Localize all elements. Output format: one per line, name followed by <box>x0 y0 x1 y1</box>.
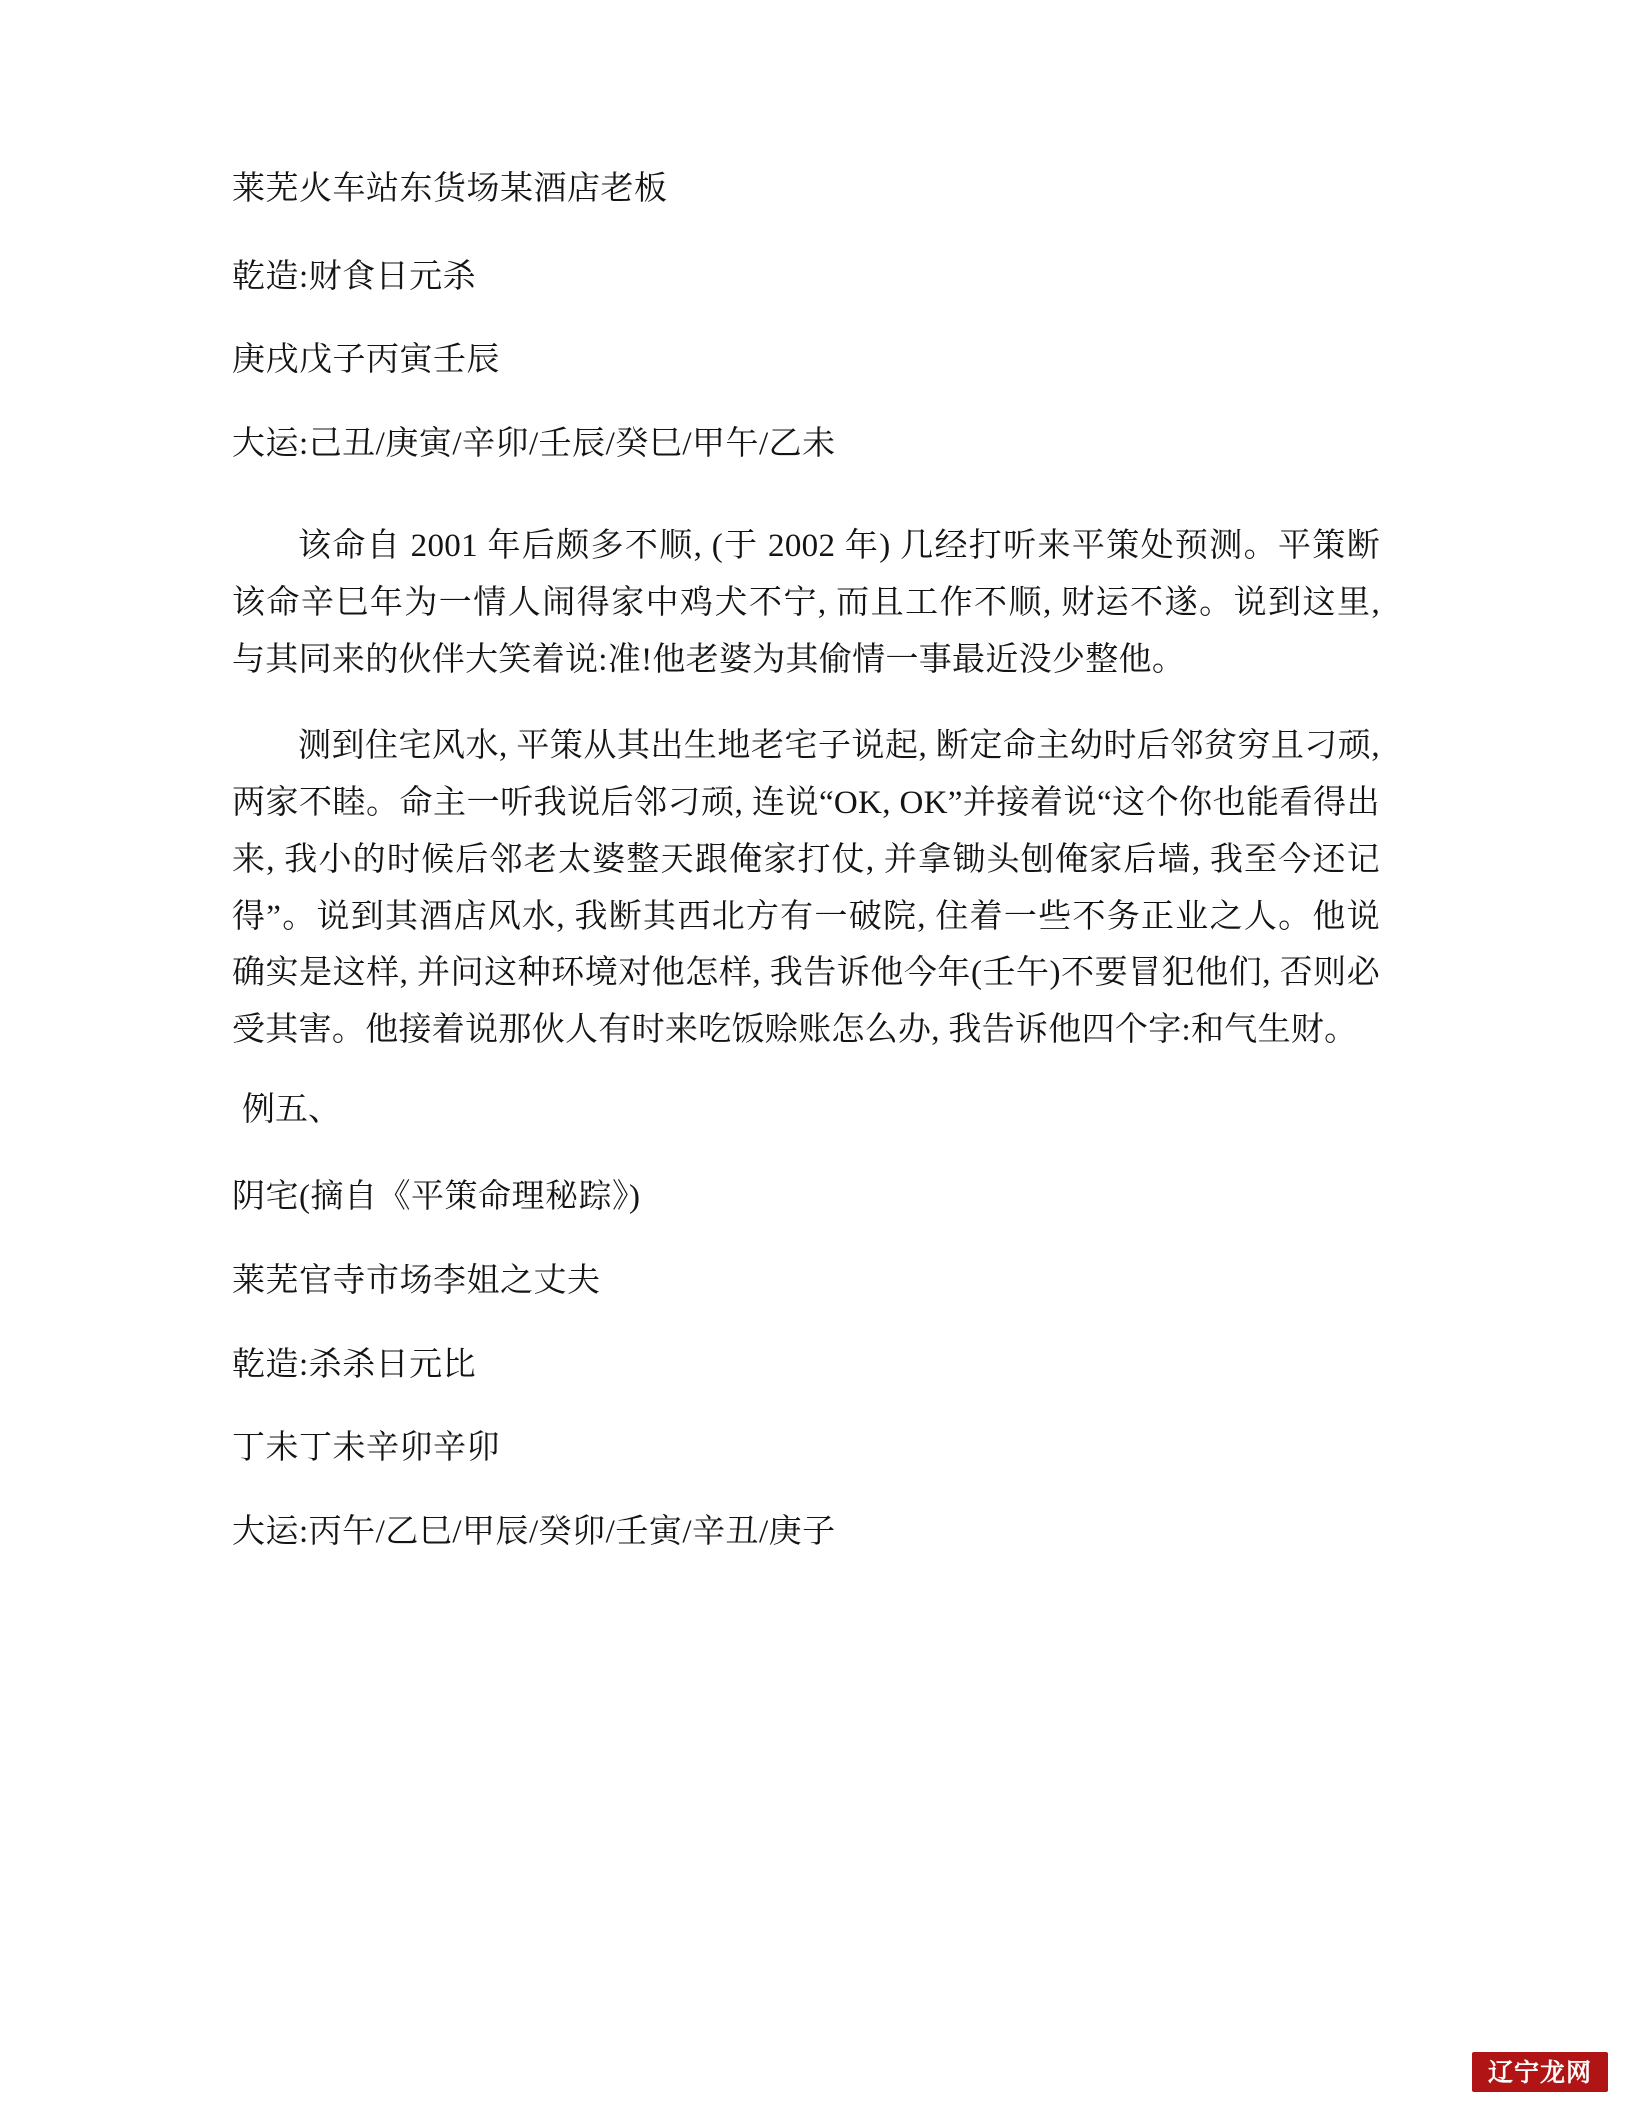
site-watermark-badge <box>1472 2052 1608 2092</box>
subject-heading-line: 莱芜火车站东货场某酒店老板 <box>232 171 668 207</box>
source-citation-line: 阴宅(摘自《平策命理秘踪》) <box>232 1179 641 1216</box>
four-pillars-line-two: 丁未丁未辛卯辛卯 <box>232 1430 500 1467</box>
document-text-column <box>232 168 1380 1596</box>
pillars-label-line-two: 乾造:杀杀日元比 <box>232 1346 477 1383</box>
luck-cycle-line: 大运:己丑/庚寅/辛卯/壬辰/癸巳/甲午/乙未 <box>232 425 836 462</box>
paragraph-two: 测到住宅风水, 平策从其出生地老宅子说起, 断定命主幼时后邻贫穷且刁顽, 两家不睦。命主一听我说后邻刁顽, 连说“OK, OK”并接着说“这个你也能看得出来, 我小的时候后邻老太婆整天跟俺家打仗, 并拿锄头刨俺家后墙, 我至今还记得”。说到其酒店风水, 我断其西北方有一破院, 住着一些不务正业之人。他说确实是这样, 并问这种环境对他怎样, 我告诉他今年(壬午)不要冒犯他们, 否则必受其害。他接着说那伙人有时来吃饭赊账怎么办, 我告诉他四个字:和气生财。 <box>232 728 1380 1049</box>
luck-cycle-line-two: 大运:丙午/乙巳/甲辰/癸卯/壬寅/辛丑/庚子 <box>232 1513 836 1550</box>
example-marker: 例五、 <box>242 1091 341 1128</box>
paragraph-one: 该命自 2001 年后颇多不顺, (于 2002 年) 几经打听来平策处预测。平策断该命辛巳年为一情人闹得家中鸡犬不宁, 而且工作不顺, 财运不遂。说到这里, 与其同来的伙伴大笑着说:准!他老婆为其偷情一事最近没少整他。 <box>232 528 1380 678</box>
subject-line-two: 莱芜官寺市场李姐之丈夫 <box>232 1263 601 1300</box>
pillars-label-line: 乾造:财食日元杀 <box>232 258 477 295</box>
four-pillars-line: 庚戌戊子丙寅壬辰 <box>232 342 500 379</box>
watermark-label: 辽宁龙网 <box>1487 2057 1592 2087</box>
